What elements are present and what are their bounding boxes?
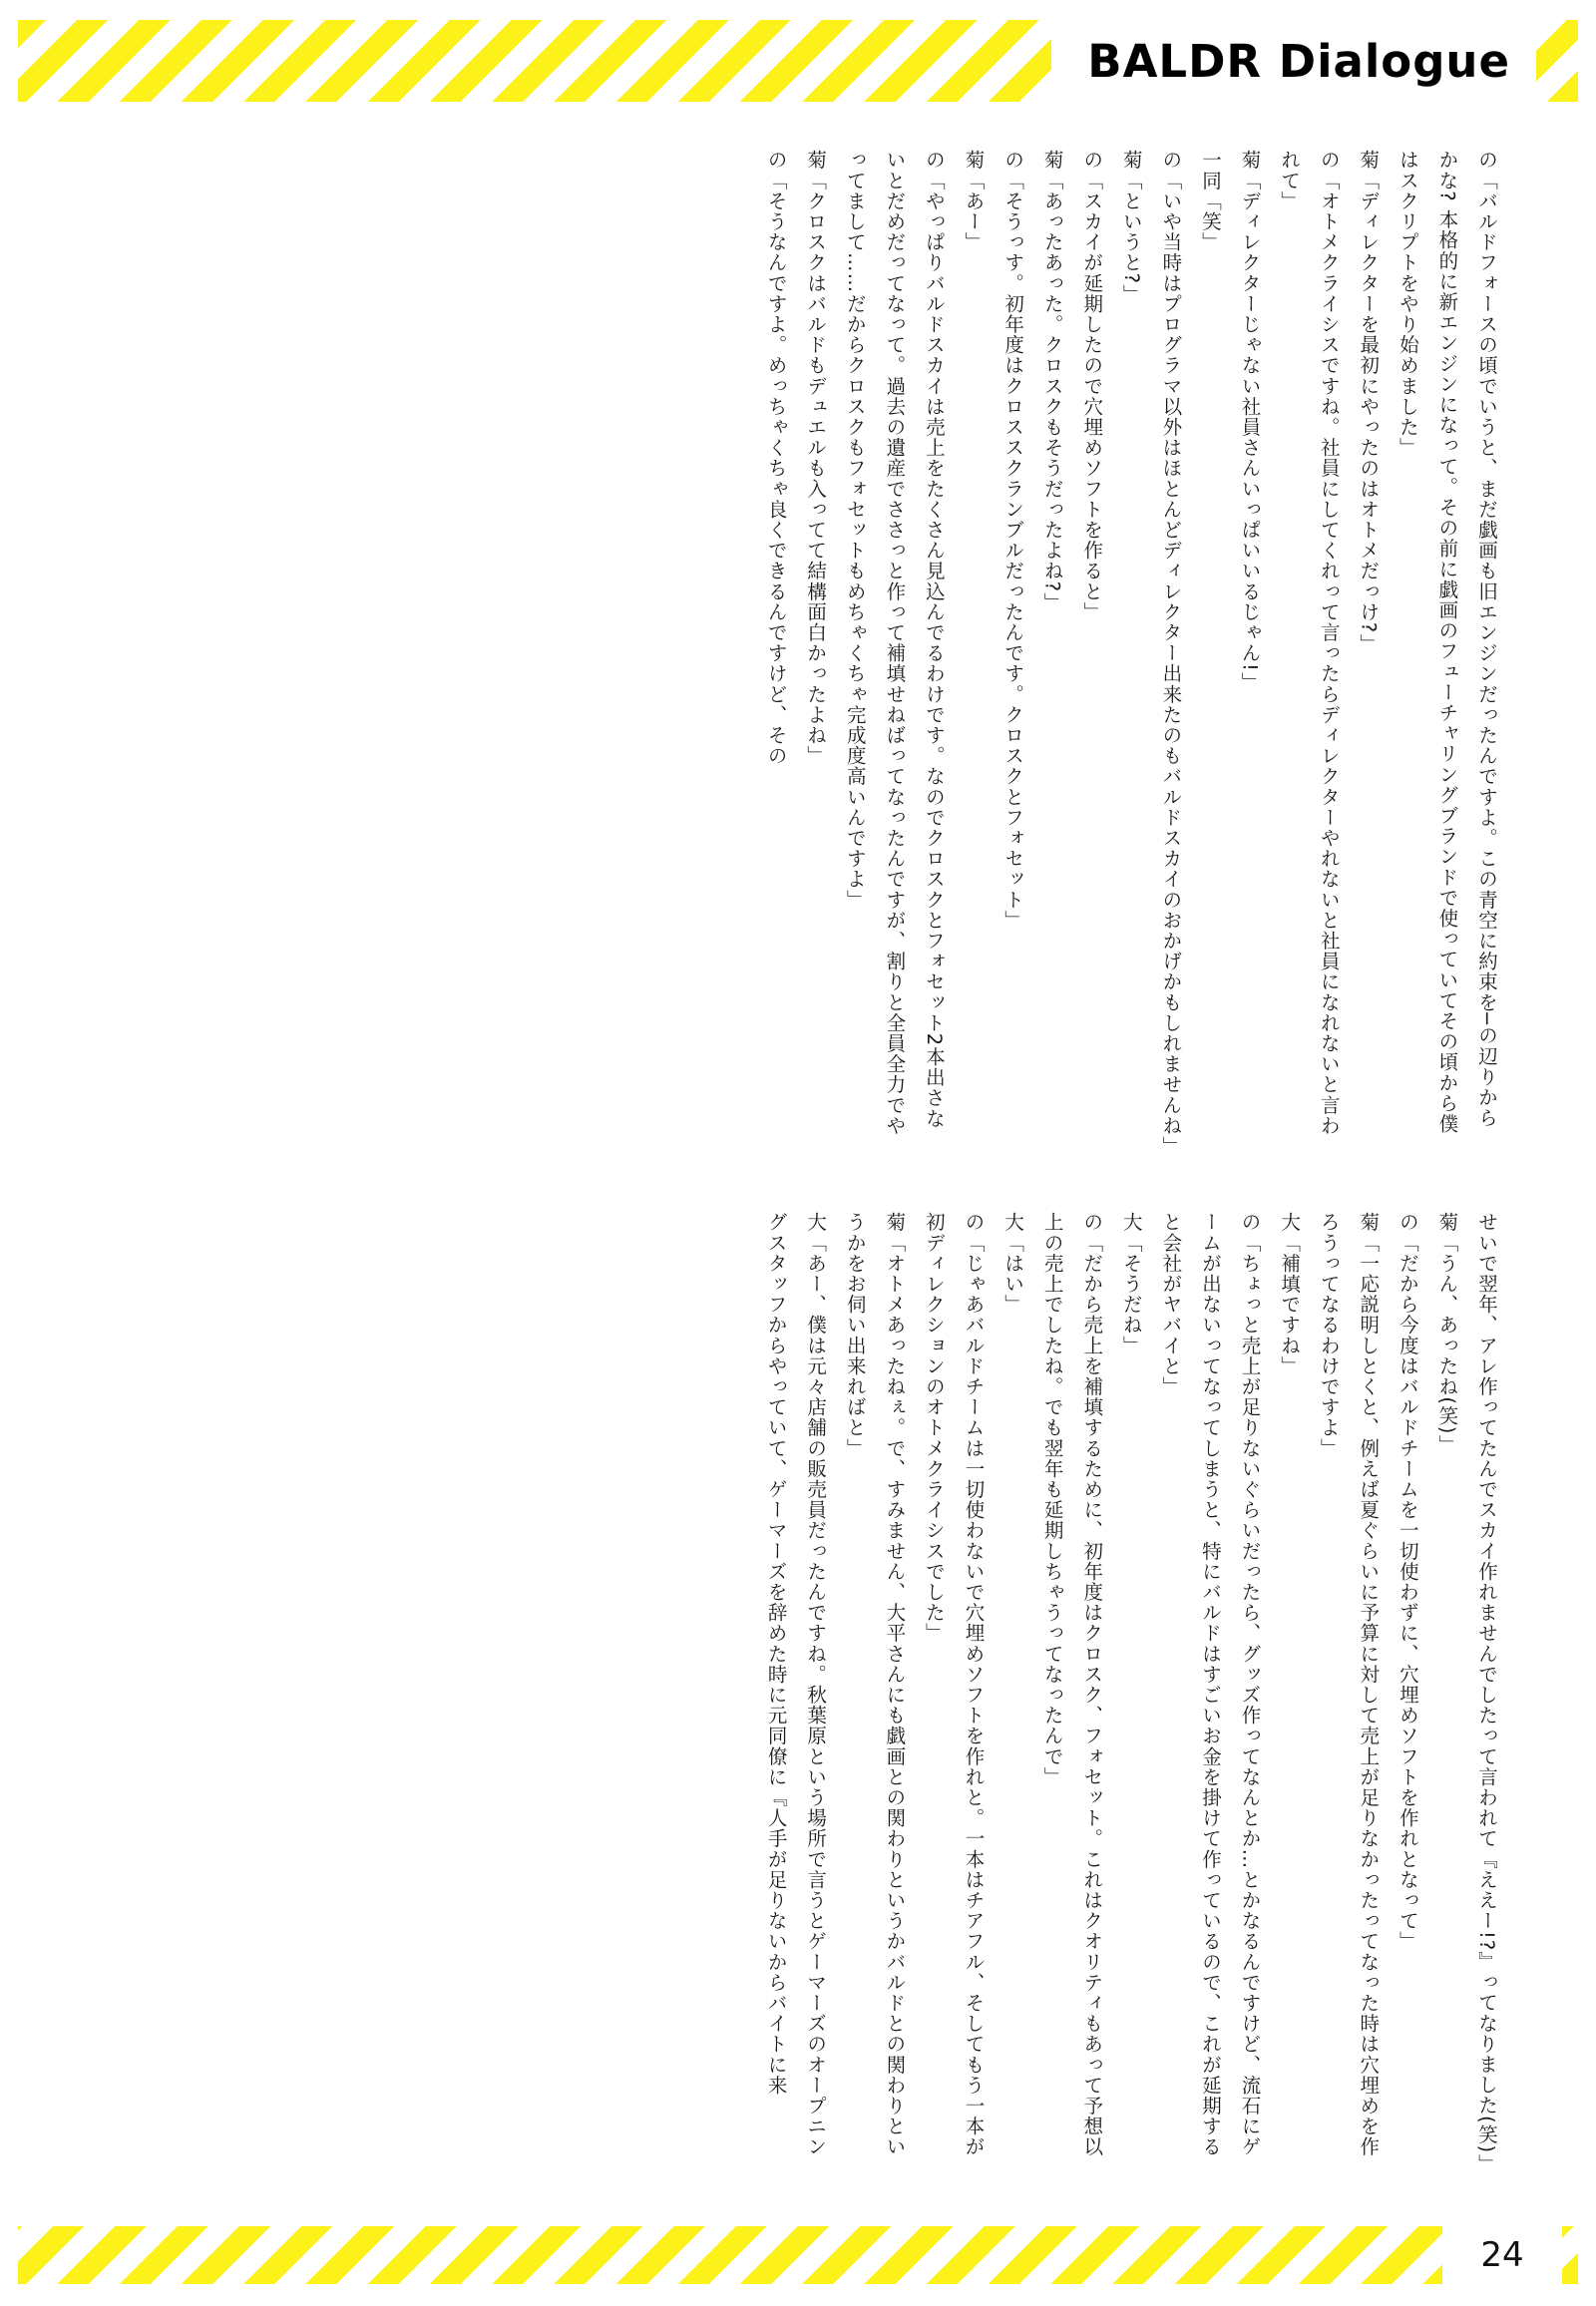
dialogue-line: 菊「一応説明しとくと、例えば夏ぐらいに予算に対して売上が足りなかったってなった時は穴埋めを作ろうってなるわけですよ」 bbox=[1317, 1212, 1381, 2157]
dialogue-line: の「だから売上を補填するために、初年度はクロスク、フォセット。これはクオリティもあって予想以上の売上でしたね。でも翌年も延期しちゃうってなったんで」 bbox=[1040, 1212, 1104, 2157]
dialogue-column-top bbox=[120, 150, 1506, 1157]
page-header-banner bbox=[0, 0, 1596, 122]
dialogue-line: の「ちょっと売上が足りないぐらいだったら、グッズ作ってなんとか…とかなるんですけど、流石にゲームが出ないってなってしまうと、特にバルドはすごいお金を掛けて作っているので、これが延期すると会社がヤバイと」 bbox=[1159, 1212, 1262, 2157]
dialogue-line: せいで翌年、アレ作ってたんでスカイ作れませんでしたって言われて『ええー!?』ってなりました(笑)」 bbox=[1475, 1212, 1498, 2174]
dialogue-line: 大「はい」 bbox=[1001, 1212, 1025, 1315]
dialogue-line: 菊「あー」 bbox=[962, 150, 986, 252]
dialogue-line: 大「そうだね」 bbox=[1119, 1212, 1143, 1356]
page-number: 24 bbox=[1480, 2235, 1524, 2275]
dialogue-line: 一同「笑」 bbox=[1198, 150, 1222, 252]
dialogue-line: の「スカイが延期したので穴埋めソフトを作ると」 bbox=[1080, 150, 1104, 622]
hazard-stripe-decoration-bottom bbox=[18, 2226, 1578, 2284]
dialogue-line: の「だから今度はバルドチームを一切使わずに、穴埋めソフトを作れとなって」 bbox=[1396, 1212, 1419, 1952]
dialogue-line: 菊「うん、あったね(笑)」 bbox=[1435, 1212, 1459, 1456]
dialogue-line: の「そうっす。初年度はクロススクランブルだったんです。クロスクとフォセット」 bbox=[1001, 150, 1025, 931]
dialogue-line: 菊「クロスクはバルドもデュエルも入ってて結構面白かったよね」 bbox=[804, 150, 828, 766]
page-footer-banner bbox=[0, 2186, 1596, 2306]
dialogue-line: 菊「というと?」 bbox=[1119, 150, 1143, 305]
header-title-plate bbox=[1051, 20, 1536, 102]
dialogue-line: 大「補填ですね」 bbox=[1278, 1212, 1302, 1376]
page-number-plate bbox=[1442, 2218, 1562, 2292]
dialogue-line: 菊「ディレクターじゃない社員さんいっぱいいるじゃん!」 bbox=[1238, 150, 1262, 693]
dialogue-line: 菊「あったあった。クロスクもそうだったよね?」 bbox=[1040, 150, 1064, 613]
dialogue-line: 菊「オトメあったねぇ。で、すみません、大平さんにも戯画との関わりというかバルドとの関わりというかをお伺い出来ればと」 bbox=[843, 1212, 907, 2157]
dialogue-line: の「オトメクライシスですね。社員にしてくれって言ったらディレクターやれないと社員になれないと言われて」 bbox=[1278, 150, 1341, 1136]
dialogue-line: の「バルドフォースの頃でいうと、まだ戯画も旧エンジンだったんですよ。この青空に約束を─の辺りからかな? 本格的に新エンジンになって。その前に戯画のフューチャリングブランドで使っていてその頃から僕はスクリプトをやり始めました」 bbox=[1396, 150, 1498, 1134]
dialogue-line: の「じゃあバルドチームは一切使わないで穴埋めソフトを作れと。一本はチアフル、そしてもう一本が初ディレクションのオトメクライシスでした」 bbox=[922, 1212, 986, 2157]
dialogue-line: の「やっぱりバルドスカイは売上をたくさん見込んでるわけです。なのでクロスクとフォセット2本出さないとだめだってなって。過去の遺産でささっと作って補填せねばってなったんですが、割りと全員全力でやってまして……だからクロスクもフォセットもめちゃくちゃ完成度高いんですよ」 bbox=[843, 150, 946, 1136]
dialogue-line: の「いや当時はプログラマ以外はほとんどディレクター出来たのもバルドスカイのおかげかもしれませんね」 bbox=[1159, 150, 1183, 1157]
dialogue-line: 菊「ディレクターを最初にやったのはオトメだっけ?」 bbox=[1357, 150, 1381, 654]
dialogue-line: の「そうなんですよ。めっちゃくちゃ良くできるんですけど、その bbox=[764, 150, 788, 766]
dialogue-line: 大「あー、僕は元々店舗の販売員だったんですね。秋葉原という場所で言うとゲーマーズのオープニングスタッフからやっていて、ゲーマーズを辞めた時に元同僚に『人手が足りないからバイトに来 bbox=[764, 1212, 828, 2157]
page-title: BALDR Dialogue bbox=[1087, 34, 1510, 88]
dialogue-column-bottom bbox=[120, 1212, 1506, 2174]
